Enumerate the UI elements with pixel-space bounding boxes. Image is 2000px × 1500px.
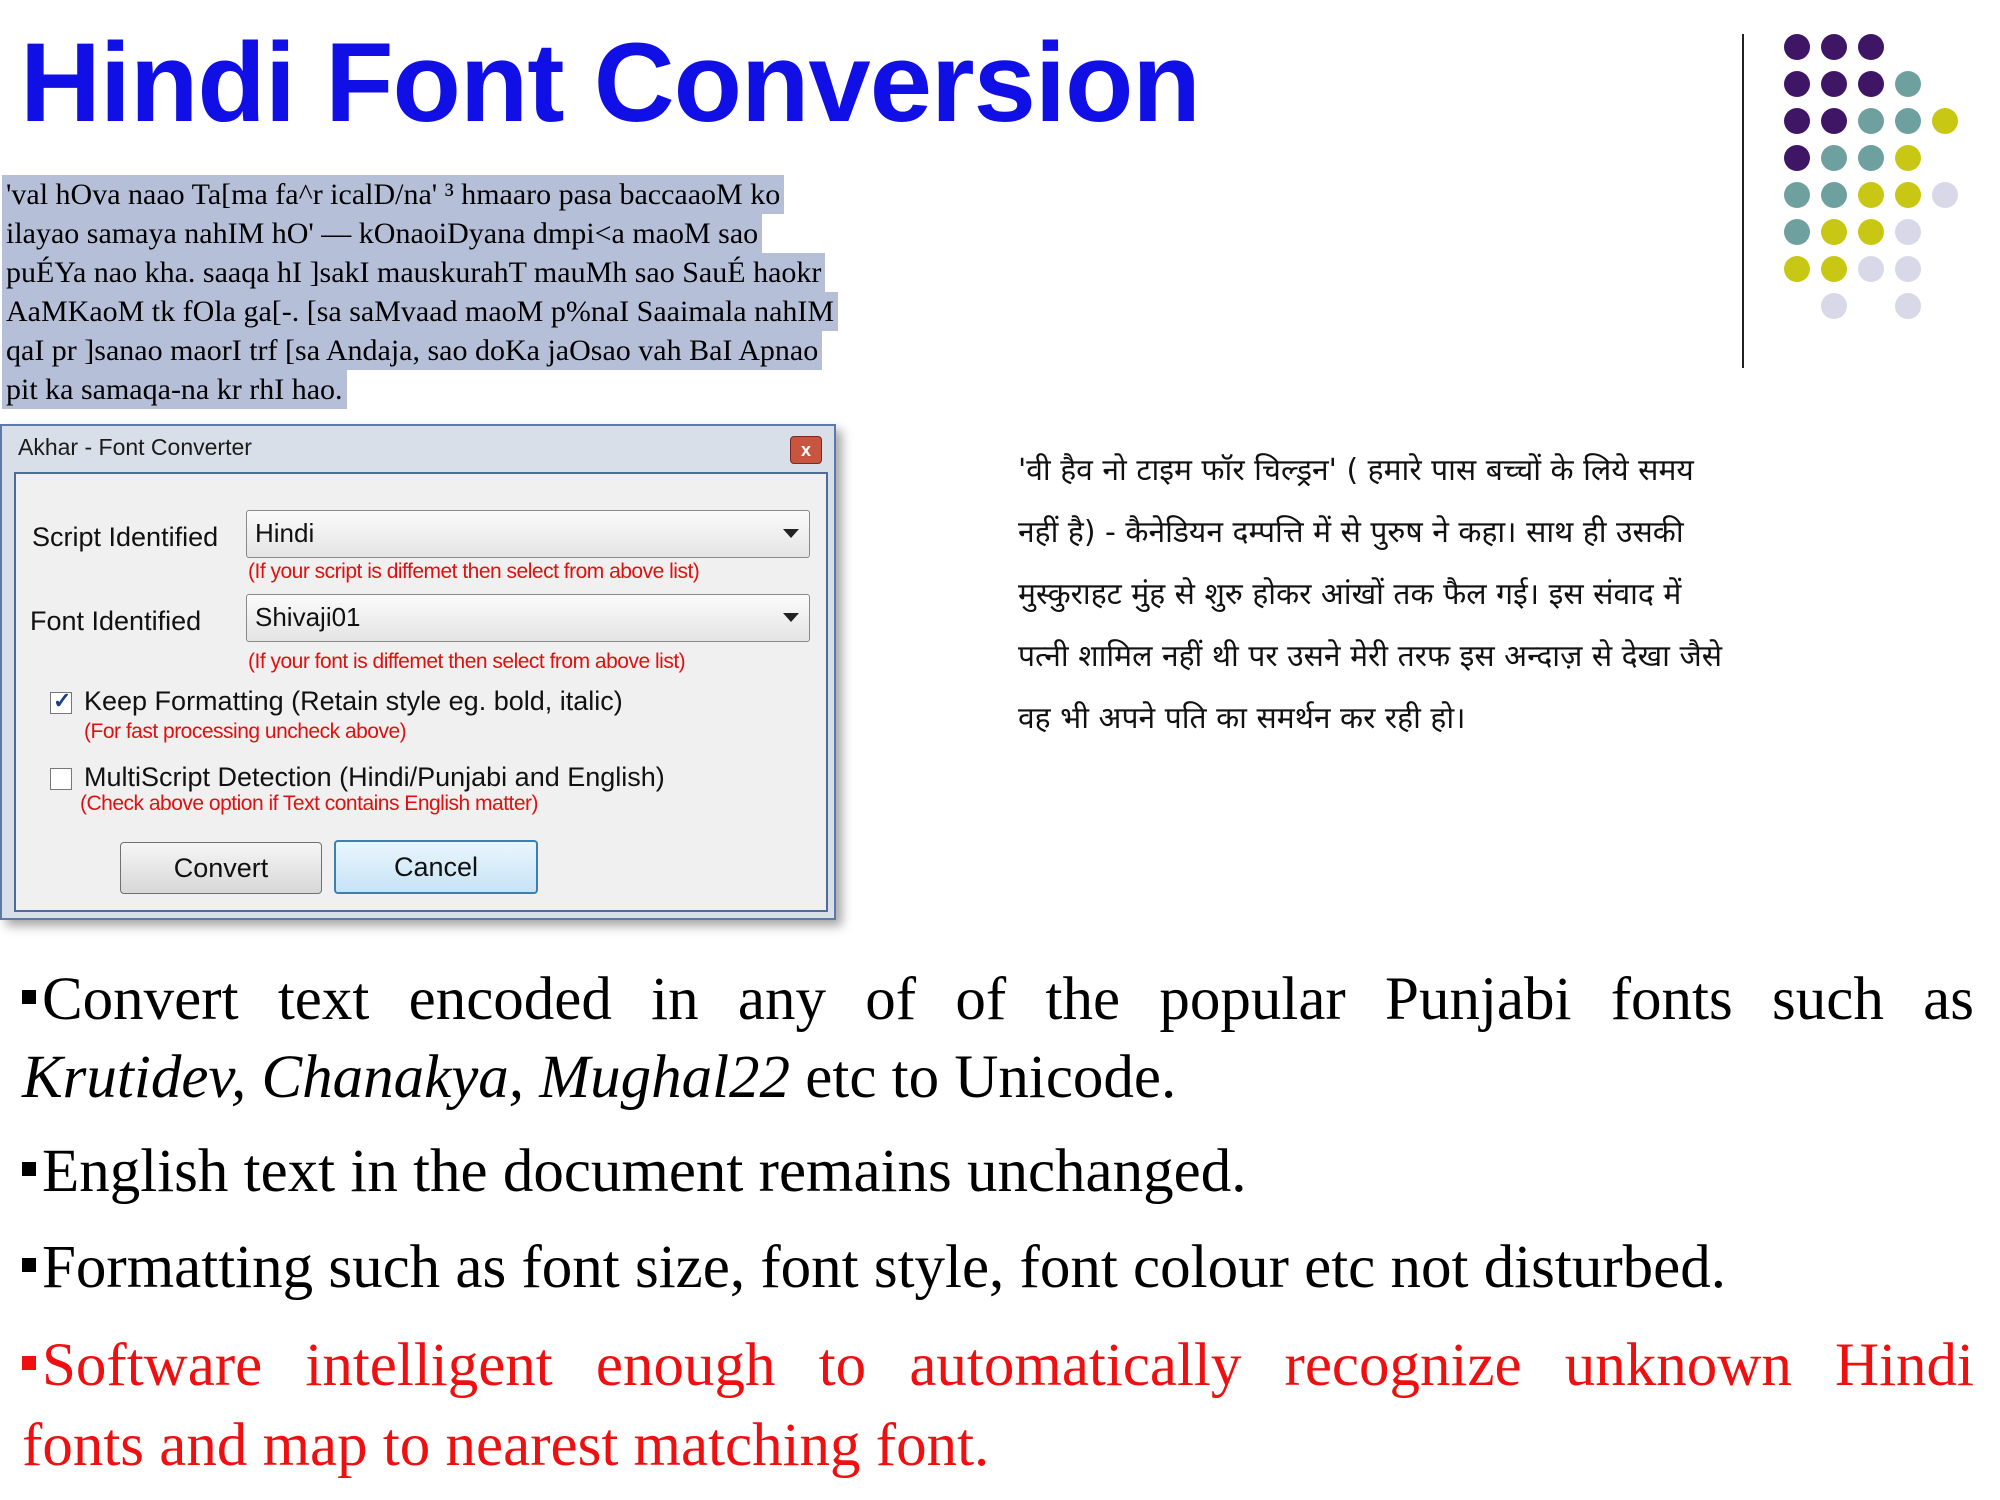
convert-button[interactable]: Convert [120,842,322,894]
legacy-text-line: puÉYa nao kha. saaqa hI ]sakI mauskurahT mauMh sao SauÉ haokr [2,253,825,292]
script-hint: (If your script is diffemet then select from above list) [248,560,700,583]
bullet-text: Formatting such as font size, font style, font colour etc not disturbed. [42,1234,1726,1301]
keep-formatting-checkbox[interactable] [50,688,72,714]
decorative-dot [1895,293,1921,319]
script-identified-label: Script Identified [32,522,219,552]
decorative-dot [1895,108,1921,134]
legacy-text-line: qaI pr ]sanao maorI trf [sa Andaja, sao doKa jaOsao vah BaI Apnao [2,331,822,370]
decorative-dot [1858,182,1884,208]
unicode-text-line: पत्नी शामिल नहीं थी पर उसने मेरी तरफ इस अन्दाज़ से देखा जैसे [1018,639,1722,674]
decorative-dot [1858,219,1884,245]
bullet-text: Convert text encoded in any of of the popular Punjabi fonts such as [42,966,1974,1033]
decorative-dot [1932,108,1958,134]
chevron-down-icon [783,529,799,538]
bullet-item-continuation [22,1411,989,1481]
bullet-square-icon [22,1356,36,1370]
bullet-item [22,1137,1246,1207]
font-hint: (If your font is diffemet then select from above list) [248,650,686,673]
decorative-dot [1858,71,1884,97]
unicode-text-line: मुस्कुराहट मुंह से शुरु होकर आंखों तक फैल गई। इस संवाद में [1018,577,1682,612]
bullet-item-continuation [22,1043,1176,1113]
keep-formatting-label[interactable]: Keep Formatting (Retain style eg. bold, italic) [84,686,623,716]
decorative-dot [1784,145,1810,171]
font-identified-label: Font Identified [30,606,202,636]
decorative-dot [1895,71,1921,97]
unicode-text-line: वह भी अपने पति का समर्थन कर रही हो। [1018,701,1466,736]
multiscript-checkbox[interactable] [50,768,72,790]
decorative-dot [1821,293,1847,319]
converted-unicode-text [1018,440,1948,750]
decorative-dot [1821,108,1847,134]
close-button[interactable]: x [790,436,822,464]
bullet-text: Software intelligent enough to automatically recognize unknown Hindi [42,1332,1974,1399]
decorative-dot [1895,145,1921,171]
bullet-square-icon [22,1162,36,1176]
decorative-divider [1742,34,1744,368]
decorative-dot [1784,71,1810,97]
script-select[interactable] [246,510,810,558]
legacy-text-line: AaMKaoM tk fOla ga[-. [sa saMvaad maoM p%naI Saaimala nahIM [2,292,838,331]
checkmark-icon: ✓ [53,688,72,713]
unicode-text-line: नहीं है) - कैनेडियन दम्पत्ति में से पुरुष ने कहा। साथ ही उसकी [1018,515,1684,550]
decorative-dot [1821,219,1847,245]
cancel-button[interactable]: Cancel [334,840,538,894]
bullet-item [22,1233,1726,1303]
multiscript-hint: (Check above option if Text contains English matter) [80,792,539,815]
decorative-dot [1858,108,1884,134]
dialog-body [14,472,828,912]
decorative-dot [1858,256,1884,282]
bullet-text: fonts and map to nearest matching font. [22,1412,990,1479]
decorative-dot [1895,256,1921,282]
chevron-down-icon [783,613,799,622]
decorative-dot [1858,145,1884,171]
decorative-dot [1784,256,1810,282]
legacy-text-line: pit ka samaqa-na kr rhI hao. [2,370,347,409]
bullet-text: etc to Unicode. [790,1044,1177,1111]
decorative-dot [1821,71,1847,97]
slide-title: Hindi Font Conversion [20,20,1200,145]
bullet-font-names: Krutidev, Chanakya, Mughal22 [22,1044,791,1111]
decorative-dot [1821,182,1847,208]
decorative-dot [1784,219,1810,245]
decorative-dot [1895,219,1921,245]
decorative-dot [1784,108,1810,134]
decorative-dot [1821,256,1847,282]
decorative-dot [1932,182,1958,208]
font-select[interactable] [246,594,810,642]
bullet-square-icon [22,1258,36,1272]
bullet-item [22,965,1974,1035]
legacy-text-line: 'val hOva naao Ta[ma fa^r icalD/na' ³ hmaaro pasa baccaaoM ko [2,175,784,214]
script-select-value: Hindi [255,518,315,548]
font-select-value: Shivaji01 [255,602,361,632]
bullet-item [22,1331,1974,1401]
bullet-square-icon [22,990,36,1004]
decorative-dot [1784,182,1810,208]
keep-formatting-hint: (For fast processing uncheck above) [84,720,407,743]
decorative-dot [1784,34,1810,60]
multiscript-label[interactable]: MultiScript Detection (Hindi/Punjabi and English) [84,762,665,792]
decorative-dot [1821,34,1847,60]
decorative-dot [1895,182,1921,208]
font-converter-dialog [0,424,836,920]
dialog-title: Akhar - Font Converter [18,434,252,460]
unicode-text-line: 'वी हैव नो टाइम फॉर चिल्ड्रन' ( हमारे पास बच्चों के लिये समय [1018,453,1694,488]
legacy-encoded-text [2,175,922,409]
decorative-dot [1858,34,1884,60]
bullet-text: English text in the document remains unchanged. [42,1138,1247,1205]
legacy-text-line: ilayao samaya nahIM hO' — kOnaoiDyana dmpi<a maoM sao [2,214,762,253]
decorative-dot [1821,145,1847,171]
